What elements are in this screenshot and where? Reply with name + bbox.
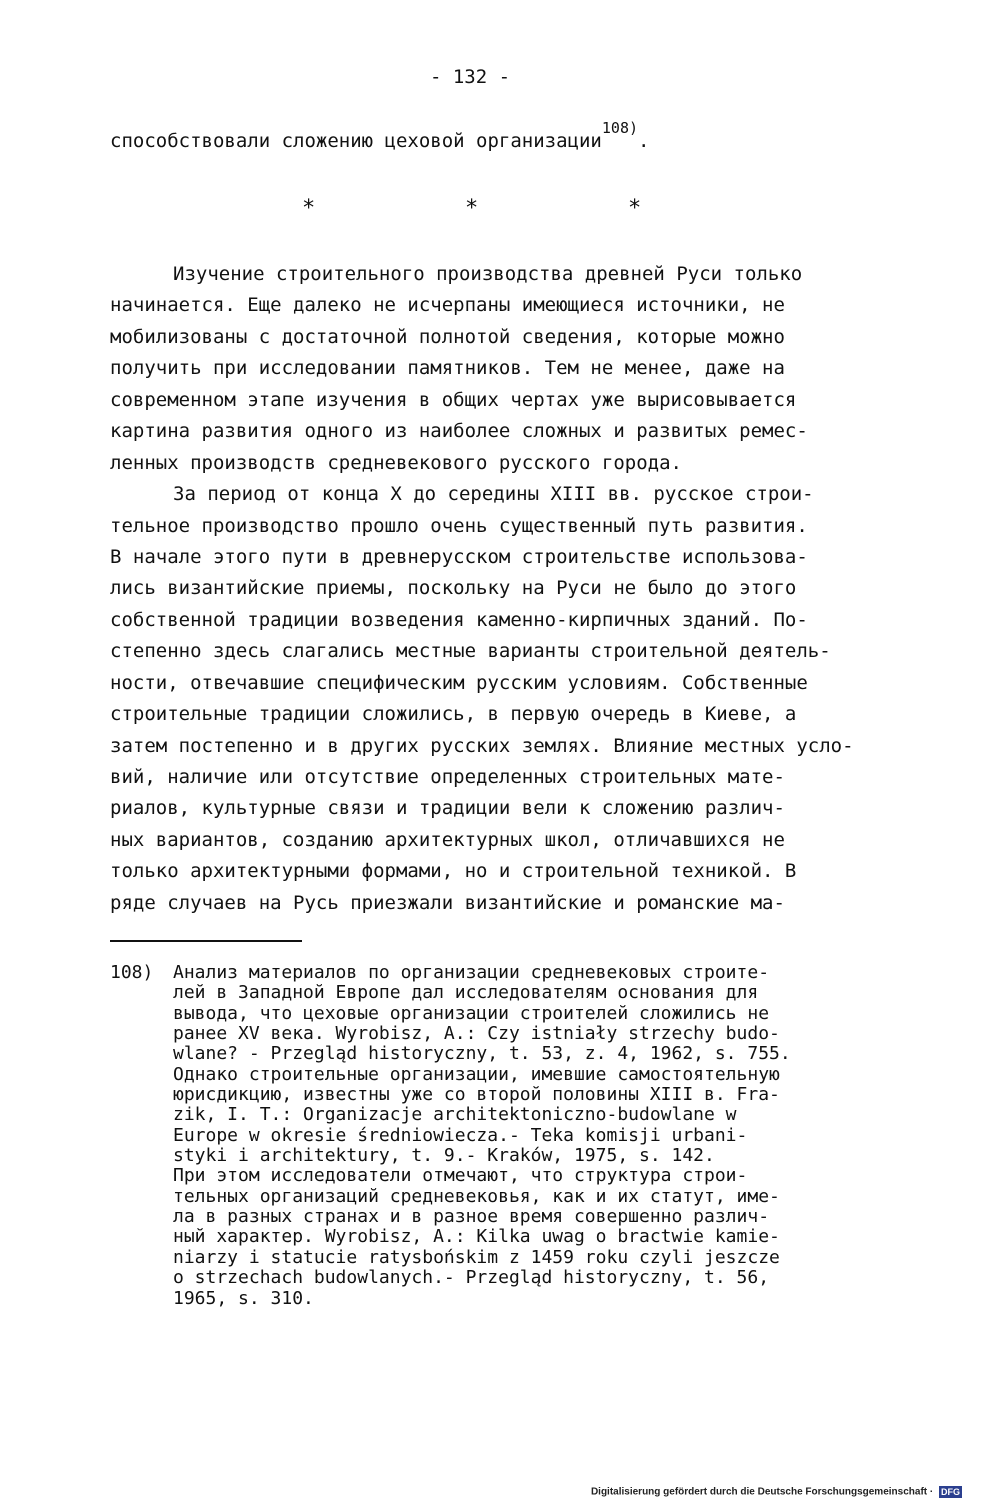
footnote-line: styki i architektury, t. 9.- Kraków, 1975, s. 142. (173, 1145, 715, 1167)
text-line: ности, отвечавшие специфическим русским условиям. Собственные (110, 671, 808, 694)
text-line: начинается. Еще далеко не исчерпаны имеющиеся источники, не (110, 294, 785, 317)
continuation-line (110, 119, 650, 152)
text-line: мобилизованы с достаточной полнотой сведения, которые можно (110, 325, 785, 348)
footnote-line: лей в Западной Европе дал исследователям основания для (173, 982, 759, 1004)
continuation-text: способствовали сложению цеховой организации (110, 130, 602, 152)
text-line: риалов, культурные связи и традиции вели к сложению различ- (110, 797, 785, 820)
footnote-line: тельных организаций средневековья, как и их статут, име- (173, 1185, 780, 1207)
footnote-line: Europe w okresie średniowiecza.- Teka komisji urbani- (173, 1124, 748, 1146)
footnote-line: o strzechach budowlanych.- Przegląd historyczny, t. 56, (173, 1267, 770, 1289)
text-line: получить при исследовании памятников. Тем не менее, даже на (110, 357, 785, 380)
footnote-line: ранее XV века. Wyrobisz, A.: Czy istniały strzechy budo- (173, 1023, 780, 1045)
text-line: картина развития одного из наиболее сложных и развитых ремес- (110, 420, 808, 443)
text-line: ленных производств средневекового русского города. (110, 451, 682, 474)
footnote-line: ный характер. Wyrobisz, A.: Kilka uwag o bractwie kamie- (173, 1226, 780, 1248)
text-line: лись византийские приемы, поскольку на Руси не было до этого (110, 577, 797, 600)
footnote-line: wlane? - Przegląd historyczny, t. 53, z. 4, 1962, s. 755. (173, 1043, 791, 1065)
funding-text: Digitalisierung gefördert durch die Deutsche Forschungsgemeinschaft (590, 1486, 928, 1498)
footnote-line: 1965, s. 310. (173, 1287, 314, 1309)
text-line: только архитектурными формами, но и строительной техникой. В (110, 860, 797, 883)
text-line: затем постепенно и в других русских землях. Влияние местных усло- (110, 734, 854, 757)
text-line: Изучение строительного производства древней Руси только (173, 263, 803, 285)
paragraph (110, 259, 910, 479)
text-line: За период от конца X до середины XIII вв. русское строи- (173, 483, 814, 506)
text-line: современном этапе изучения в общих чертах уже вырисовывается (110, 388, 797, 411)
footnote-text (173, 963, 913, 1309)
main-text (110, 259, 910, 919)
footnote-line: Анализ материалов по организации средневековых строите- (173, 962, 770, 983)
footnote-line: niarzy i statucie ratysbońskim z 1459 roku czyli jeszcze (173, 1246, 780, 1268)
footnote-reference[interactable]: 108) (601, 119, 639, 137)
text-line: степенно здесь слагались местные варианты строительной деятель- (110, 640, 831, 663)
footnote-line: юрисдикцию, известны уже со второй половины XIII в. Fra- (173, 1084, 780, 1106)
text-line: строительные традиции сложились, в первую очередь в Киеве, а (110, 703, 797, 726)
footnote-line: вывода, что цеховые организации строителей сложились не (173, 1002, 770, 1024)
separator-asterisk: * (302, 196, 316, 221)
paragraph (110, 479, 910, 919)
dfg-logo: DFG (941, 1487, 960, 1497)
continuation-period: . (638, 130, 650, 152)
footnote-line: zik, I. T.: Organizacje architektoniczno-budowlane w (173, 1104, 737, 1126)
footnote-line: ла в разных странах и в разное время совершенно различ- (173, 1206, 770, 1228)
footnote-divider (110, 940, 302, 942)
page-number: - 132 - (429, 66, 511, 88)
text-line: ных вариантов, созданию архитектурных школ, отличавшихся не (110, 828, 785, 851)
text-line: тельное производство прошло очень существенный путь развития. (110, 514, 808, 537)
text-line: вий, наличие или отсутствие определенных строительных мате- (110, 766, 785, 788)
text-line: ряде случаев на Русь приезжали византийские и романские ма- (110, 891, 785, 914)
footnote-line: При этом исследователи отмечают, что структура строи- (173, 1165, 748, 1187)
separator-asterisk: * (628, 196, 642, 221)
separator-asterisk: * (465, 196, 479, 221)
footnote-line: Однако строительные организации, имевшие самостоятельную (173, 1063, 780, 1085)
funding-note: Digitalisierung gefördert durch die Deutsche Forschungsgemeinschaft · DFG (590, 1486, 960, 1498)
footnote-marker: 108) (110, 962, 154, 983)
text-line: В начале этого пути в древнерусском строительстве использова- (110, 545, 808, 568)
text-line: собственной традиции возведения каменно-кирпичных зданий. По- (110, 608, 808, 631)
